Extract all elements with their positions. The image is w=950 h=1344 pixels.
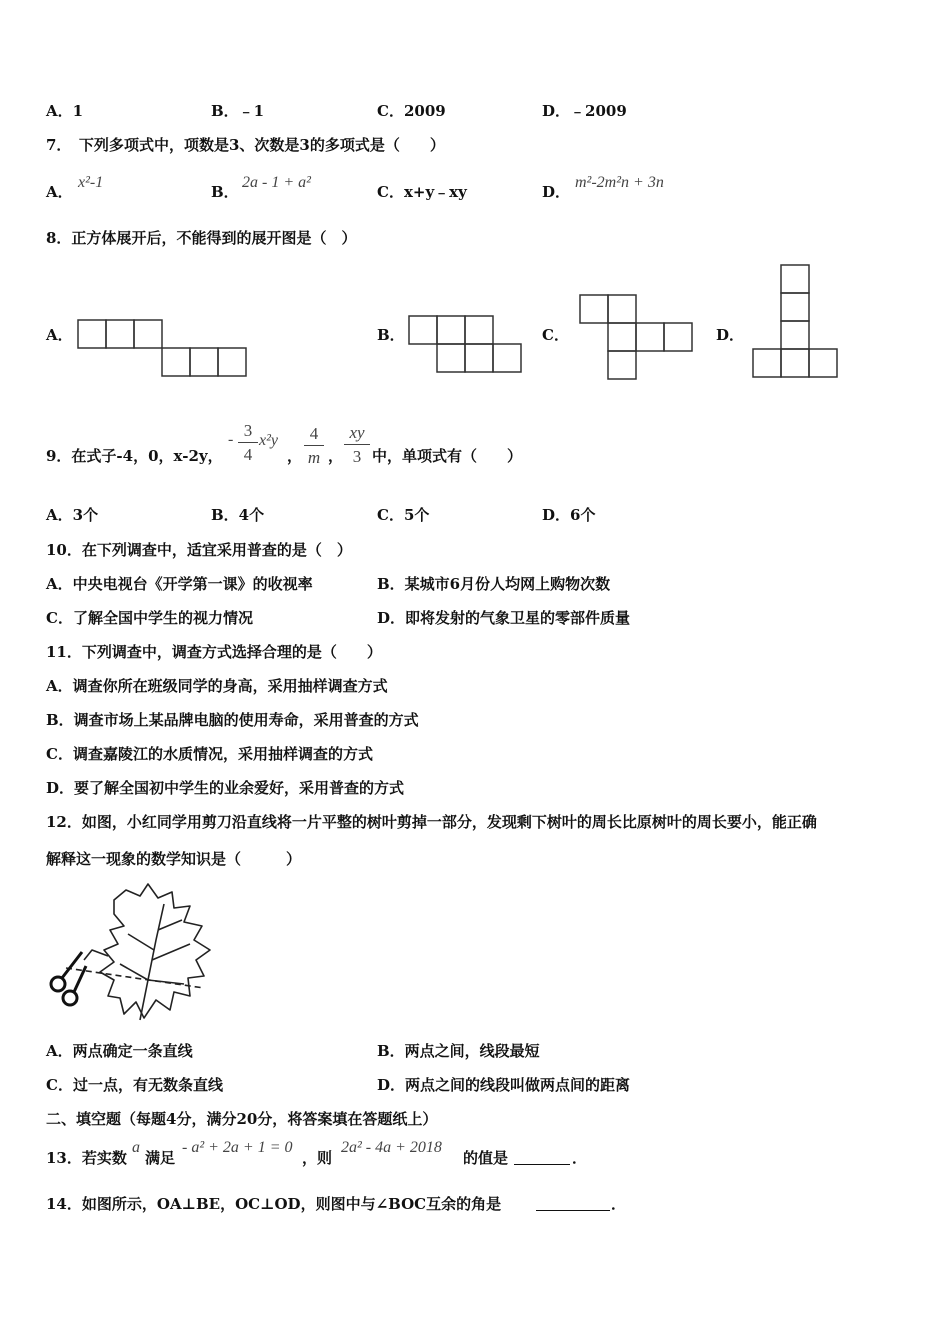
leaf-outline [100, 884, 210, 1018]
q14-answer-blank[interactable] [536, 1210, 610, 1211]
q7-option-d-expr: m²-2m²n + 3n [575, 174, 664, 191]
q13-mid: 满足 [145, 1149, 176, 1167]
q9-fraction-1 [238, 422, 258, 463]
q9-fraction-3-den: 3 [352, 447, 362, 466]
q13-end: ． [572, 1149, 588, 1167]
q9-fraction-2 [304, 425, 324, 466]
q7-option-b-expr: 2a - 1 + a² [242, 174, 311, 191]
q8-option-b-label: B． [377, 326, 405, 344]
cube-net-c [578, 293, 696, 385]
q7-option-b-label: B． [211, 183, 239, 201]
cube-net-d [750, 262, 842, 382]
q6-option-a: A．1 [46, 102, 84, 120]
leaf-scissors-figure [44, 880, 216, 1030]
q11-stem: 11．下列调查中，调查方式选择合理的是（ ） [46, 643, 382, 661]
q8-option-c-label: C． [542, 326, 569, 344]
q6-option-c: C．2009 [377, 102, 446, 120]
q9-option-a: A．3个 [46, 506, 99, 524]
q9-comma-2: ， [328, 447, 344, 465]
q10-option-c: C．了解全国中学生的视力情况 [46, 609, 253, 627]
q14-text: 14．如图所示，OA⊥BE，OC⊥OD，则图中与∠BOC互余的角是 [46, 1195, 502, 1213]
q13-pre: 13．若实数 [46, 1149, 127, 1167]
q7-option-c: C．x+y﹣xy [377, 183, 467, 201]
q9-comma-1: ， [287, 447, 303, 465]
q7-option-a-label: A． [46, 183, 73, 201]
q9-stem-post: 中，单项式有（ ） [372, 447, 523, 465]
q12-stem-line2: 解释这一现象的数学知识是（ ） [46, 850, 302, 868]
q13-equation: - a² + 2a + 1 = 0 [182, 1139, 293, 1156]
q8-option-a-label: A． [46, 326, 73, 344]
q8-option-d-label: D． [716, 326, 745, 344]
q9-fraction-3-num: xy [349, 423, 365, 442]
q12-option-d: D．两点之间的线段叫做两点间的距离 [377, 1076, 631, 1094]
q12-option-a: A．两点确定一条直线 [46, 1042, 193, 1060]
q10-option-d: D．即将发射的气象卫星的零部件质量 [377, 609, 631, 627]
q6-option-d: D．﹣2009 [542, 102, 627, 120]
q9-stem-pre: 9．在式子-4，0，x-2y， [46, 447, 223, 465]
q13-expression: 2a² - 4a + 2018 [341, 1139, 442, 1156]
q13-var: a [132, 1139, 140, 1156]
q12-option-c: C．过一点，有无数条直线 [46, 1076, 223, 1094]
section-2-heading: 二、填空题（每题4分，满分20分，将答案填在答题纸上） [46, 1110, 438, 1128]
q9-minus: - [228, 431, 234, 448]
q10-option-b: B．某城市6月份人均网上购物次数 [377, 575, 611, 593]
q14-end: ． [611, 1195, 627, 1213]
q9-option-b: B．4个 [211, 506, 265, 524]
q11-option-c: C．调查嘉陵江的水质情况，采用抽样调查的方式 [46, 745, 373, 763]
q12-stem-line1: 12．如图，小红同学用剪刀沿直线将一片平整的树叶剪掉一部分，发现剩下树叶的周长比原树叶的周长要小，能正确 [46, 813, 817, 831]
cube-net-b [407, 314, 525, 376]
q7-option-d-label: D． [542, 183, 571, 201]
q9-fraction-1-den: 4 [243, 445, 253, 464]
q7-stem: 7． 下列多项式中，项数是3、次数是3的多项式是（ ） [46, 136, 445, 154]
q13-then: ，则 [302, 1149, 333, 1167]
q9-fraction-1-num: 3 [243, 421, 253, 440]
q13-answer-blank[interactable] [514, 1164, 570, 1165]
q9-option-c: C．5个 [377, 506, 430, 524]
q8-stem: 8．正方体展开后，不能得到的展开图是（ ） [46, 229, 357, 247]
q13-post: 的值是 [463, 1149, 509, 1167]
q6-option-b: B．﹣1 [211, 102, 265, 120]
q9-fraction-2-num: 4 [309, 424, 319, 443]
q9-fraction-3 [344, 424, 370, 465]
q11-option-d: D．要了解全国初中学生的业余爱好，采用普查的方式 [46, 779, 405, 797]
scissors-icon [51, 952, 86, 1005]
q11-option-a: A．调查你所在班级同学的身高，采用抽样调查方式 [46, 677, 388, 695]
q7-option-a-expr: x²-1 [78, 174, 104, 191]
cube-net-a [76, 318, 252, 378]
q10-option-a: A．中央电视台《开学第一课》的收视率 [46, 575, 313, 593]
cut-line [66, 968, 204, 988]
q11-option-b: B．调查市场上某品牌电脑的使用寿命，采用普查的方式 [46, 711, 419, 729]
q9-option-d: D．6个 [542, 506, 596, 524]
q9-fraction-2-den: m [307, 448, 321, 467]
q9-fraction-1-tail: x²y [259, 432, 278, 449]
q10-stem: 10．在下列调查中，适宜采用普查的是（ ） [46, 541, 352, 559]
q12-option-b: B．两点之间，线段最短 [377, 1042, 540, 1060]
